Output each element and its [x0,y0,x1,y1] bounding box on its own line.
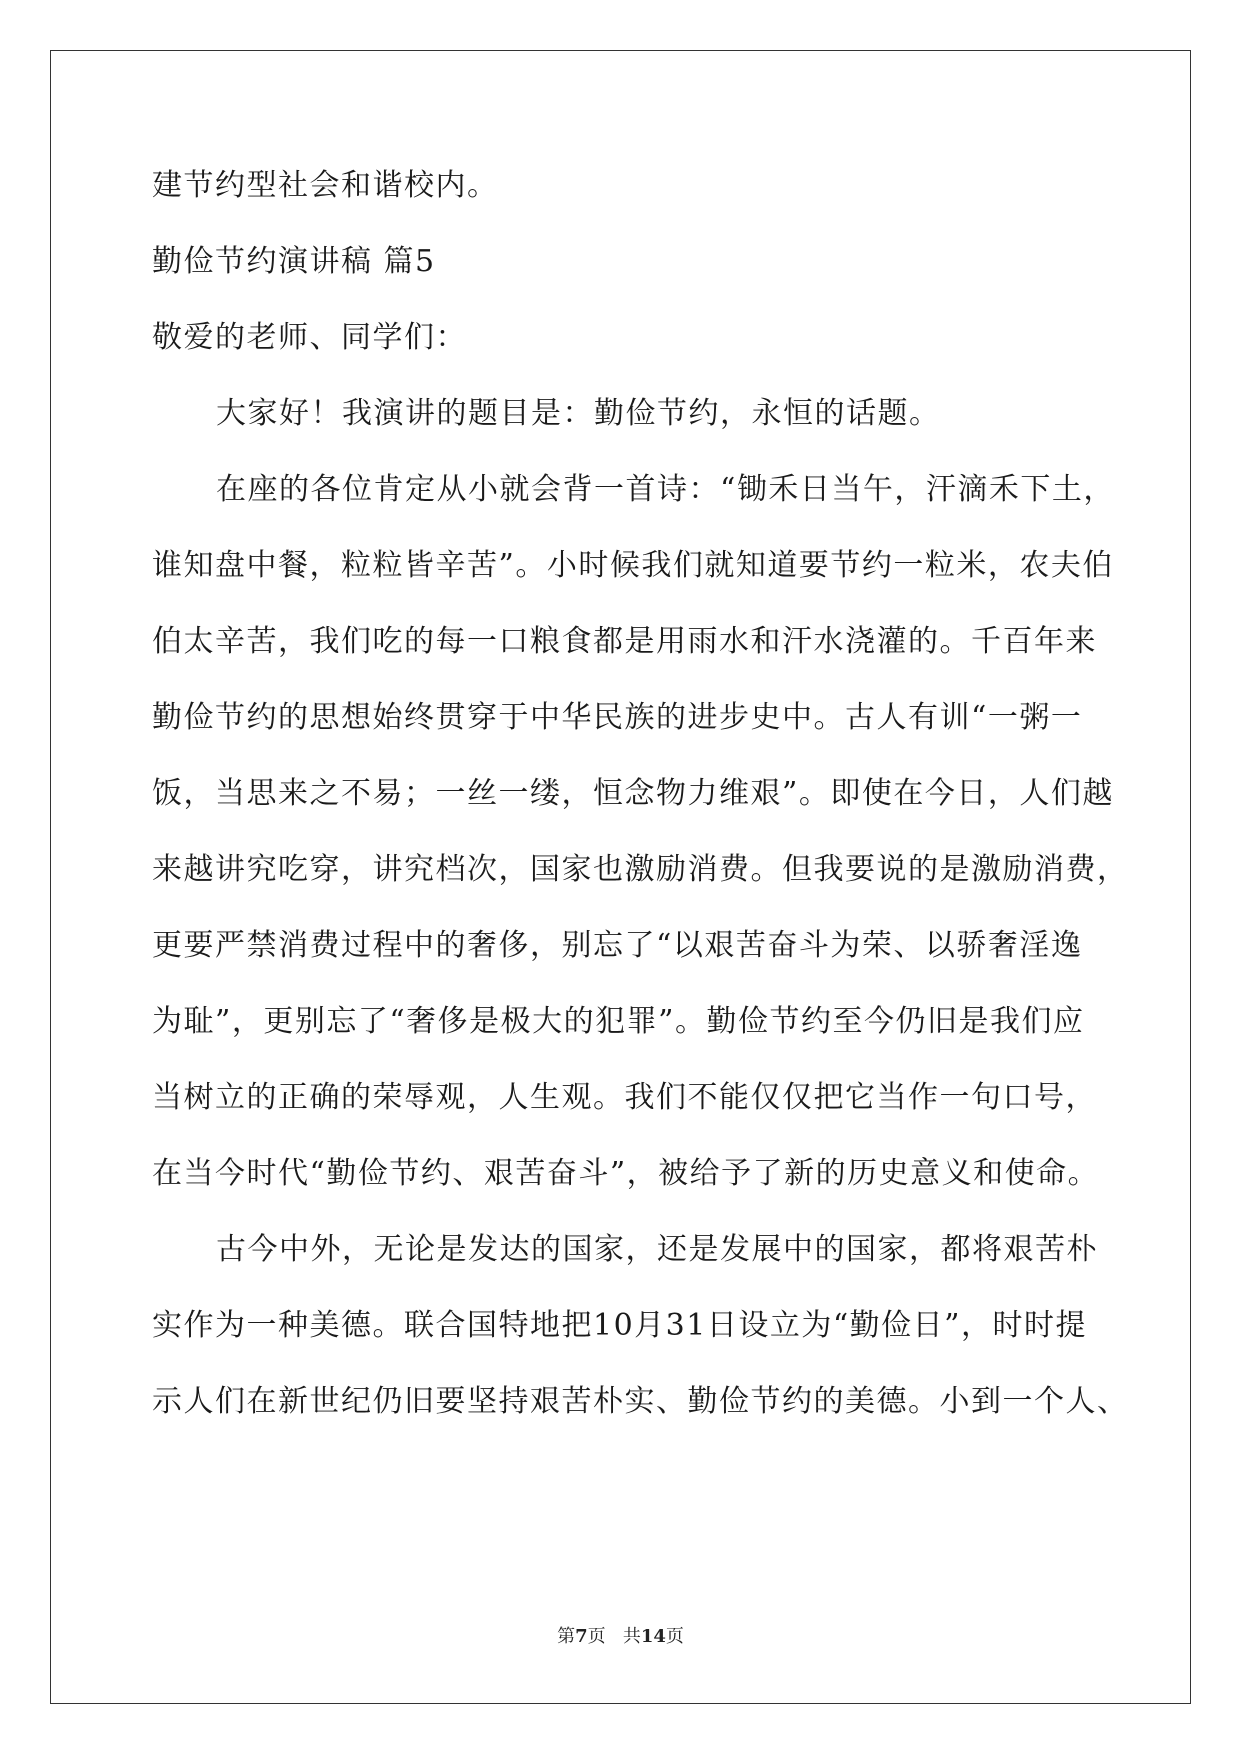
text-line: 当树立的正确的荣辱观，人生观。我们不能仅仅把它当作一句口号， [152,1080,1097,1115]
text-line: 伯太辛苦，我们吃的每一口粮食都是用雨水和汗水浇灌的。千百年来 [152,624,1097,659]
text-line: 更要严禁消费过程中的奢侈，别忘了“以艰苦奋斗为荣、以骄奢淫逸 [152,928,1083,963]
text-line: 饭，当思来之不易；一丝一缕，恒念物力维艰”。即使在今日，人们越 [152,776,1114,811]
text-line: 建节约型社会和谐校内。 [152,168,499,203]
text-line: 勤俭节约的思想始终贯穿于中华民族的进步史中。古人有训“一粥一 [152,700,1083,735]
text-line: 为耻”，更别忘了“奢侈是极大的犯罪”。勤俭节约至今仍旧是我们应 [152,1004,1085,1039]
total-page-count: 14 [640,1626,666,1647]
current-page-number: 7 [575,1626,588,1647]
footer-total-prefix: 共 [622,1626,641,1647]
text-line: 勤俭节约演讲稿 篇5 [152,244,436,279]
paragraph-first-line: 古今中外，无论是发达的国家，还是发展中的国家，都将艰苦朴 [216,1232,1098,1267]
footer-total-suffix: 页 [665,1626,684,1647]
footer-page-suffix: 页 [587,1626,606,1647]
text-line: 敬爱的老师、同学们： [152,320,467,355]
footer-prefix: 第 [557,1626,576,1647]
text-line: 在当今时代“勤俭节约、艰苦奋斗”，被给予了新的历史意义和使命。 [152,1156,1100,1191]
text-line: 来越讲究吃穿，讲究档次，国家也激励消费。但我要说的是激励消费， [152,852,1129,887]
text-line: 示人们在新世纪仍旧要坚持艰苦朴实、勤俭节约的美德。小到一个人、 [152,1384,1129,1419]
page-footer [0,1622,1241,1648]
text-line: 实作为一种美德。联合国特地把10月31日设立为“勤俭日”，时时提 [152,1308,1088,1343]
text-line: 谁知盘中餐，粒粒皆辛苦”。小时候我们就知道要节约一粒米，农夫伯 [152,548,1114,583]
paragraph-first-line: 大家好！我演讲的题目是：勤俭节约，永恒的话题。 [216,396,941,431]
paragraph-first-line: 在座的各位肯定从小就会背一首诗：“锄禾日当午，汗滴禾下土， [216,472,1115,507]
